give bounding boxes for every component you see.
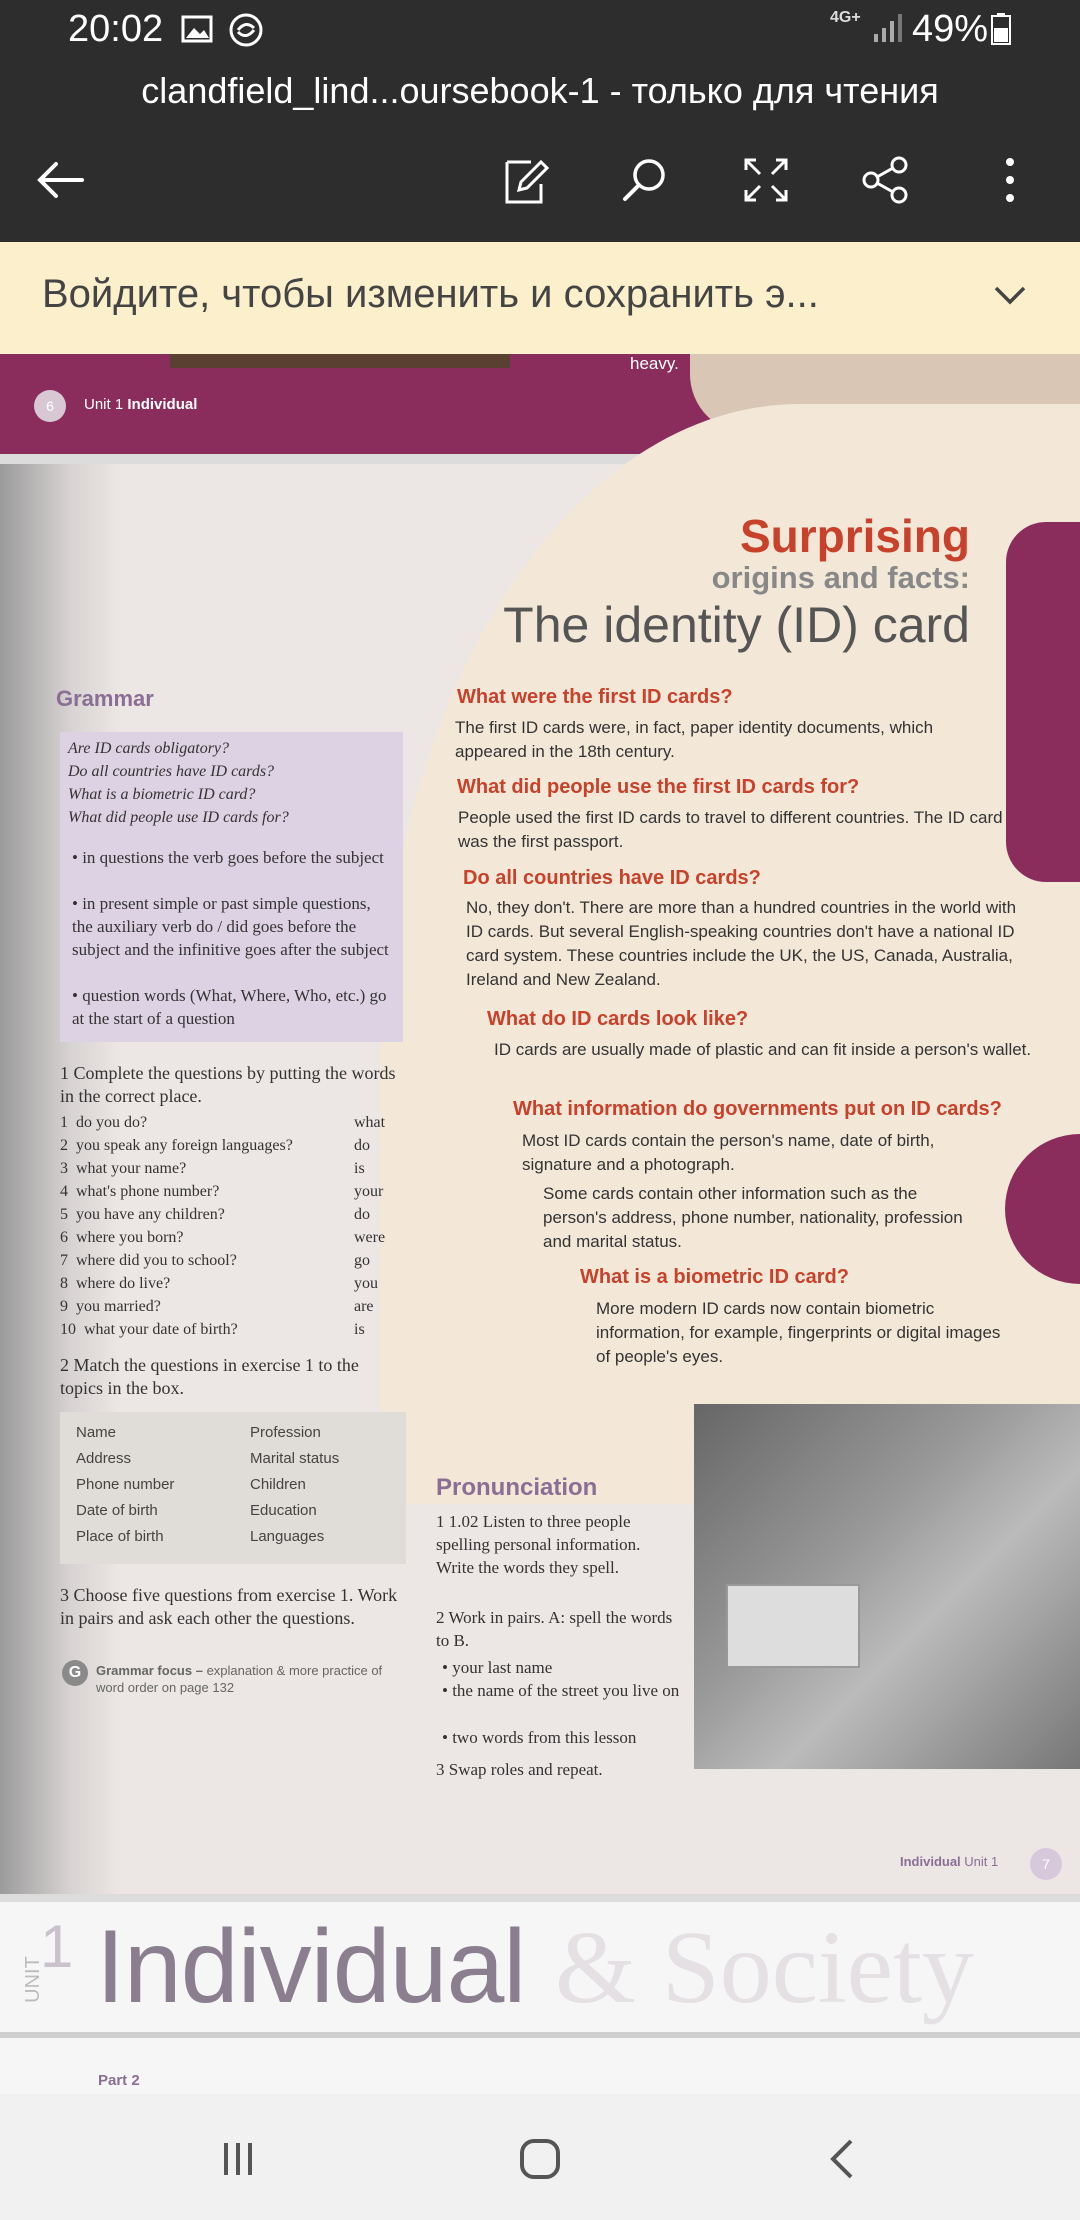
question-heading: What is a biometric ID card? (580, 1266, 849, 1288)
topic: Profession (250, 1424, 321, 1441)
page-number: 7 (1030, 1848, 1062, 1880)
share-icon (861, 155, 911, 205)
answer-text: More modern ID cards now contain biometric information, for example, fingerprints or digital images of people's eyes. (596, 1299, 1001, 1366)
unit-title: Individual (96, 1909, 526, 2025)
id-card-image (726, 1584, 860, 1668)
exercise-word: are (354, 1298, 374, 1315)
fullscreen-button[interactable] (736, 150, 796, 210)
answer-text: The first ID cards were, in fact, paper identity documents, which appeared in the 18th century. (455, 718, 934, 761)
grammar-focus-icon: G (62, 1660, 88, 1686)
previous-page-unit: Unit 1 Individual (84, 396, 198, 413)
answer-text: People used the first ID cards to travel to different countries. The ID card was the first passport. (458, 808, 1003, 851)
exercise-item: 3 what your name? (60, 1160, 187, 1177)
page-footer-unit: Individual Unit 1 (900, 1854, 999, 1869)
edit-button[interactable] (496, 150, 556, 210)
recent-apps-button[interactable] (208, 2134, 268, 2184)
exercise-word: were (354, 1229, 386, 1246)
exercise-item: 9 you married? (60, 1298, 161, 1315)
topic: Marital status (250, 1450, 340, 1467)
answer-text: No, they don't. There are more than a hundred countries in the world with ID cards. But several English-speaking countries don't have a national ID card system. These countries include the UK, the US, Canada, Australia, Ireland and New Zealand. (466, 898, 1017, 989)
previous-page-number: 6 (34, 390, 66, 422)
sign-in-banner[interactable] (0, 242, 1080, 354)
system-back-button[interactable] (812, 2134, 872, 2184)
grammar-rule: • question words (What, Where, Who, etc.) go at the start of a question (72, 986, 387, 1028)
answer-text-continued: Some cards contain other information such as the person's address, phone number, nationality, profession and marital status. (543, 1184, 963, 1251)
status-bar (0, 0, 1080, 60)
grammar-example: What did people use ID cards for? (68, 809, 289, 826)
topic: Children (250, 1476, 306, 1493)
previous-page-photo (170, 354, 510, 368)
pronunciation-heading: Pronunciation (436, 1474, 598, 1501)
exercise-word: do (354, 1137, 370, 1154)
back-button[interactable] (30, 150, 90, 210)
sign-in-banner-text: Войдите, чтобы изменить и сохранить э... (42, 272, 819, 316)
signal-icon (872, 12, 902, 49)
network-indicator: 4G+ (830, 9, 861, 26)
article-heading-1: Surprising (739, 510, 970, 562)
search-icon (619, 155, 669, 205)
sync-notification-icon (228, 12, 264, 53)
exercise-word: do (354, 1206, 370, 1223)
grammar-rule: • in present simple or past simple questions, the auxiliary verb do / did goes before the subject and the infinitive goes after the subject (72, 894, 389, 959)
exercise-1-instruction: 1 Complete the questions by putting the words in the correct place. (60, 1063, 396, 1106)
clock: 20:02 (68, 8, 164, 50)
pronunciation-bullet: • the name of the street you live on (442, 1681, 680, 1700)
exercise-word: your (354, 1183, 384, 1200)
more-icon (1000, 156, 1020, 204)
exercise-word: what (354, 1114, 386, 1131)
exercise-word: you (354, 1275, 378, 1292)
exercise-word: go (354, 1252, 370, 1269)
unit-number: 1 (40, 1913, 74, 1980)
grammar-heading: Grammar (56, 686, 154, 711)
exercise-item: 8 where do live? (60, 1275, 171, 1292)
pronunciation-item: 2 Work in pairs. A: spell the words to B. (436, 1608, 673, 1650)
document-viewer[interactable] (0, 354, 1080, 2094)
topic: Place of birth (76, 1528, 164, 1545)
divider (0, 2032, 1080, 2038)
gallery-notification-icon (180, 12, 214, 51)
exercise-word: is (354, 1160, 365, 1177)
exercise-item: 5 you have any children? (60, 1206, 225, 1223)
fullscreen-icon (742, 156, 790, 204)
back-icon (827, 2137, 857, 2181)
exercise-2-instruction: 2 Match the questions in exercise 1 to the topics in the box. (60, 1355, 359, 1398)
unit-title-faded: & Society (555, 1910, 974, 2025)
search-button[interactable] (614, 150, 674, 210)
pronunciation-bullet: • two words from this lesson (442, 1728, 637, 1747)
exercise-word: is (354, 1321, 365, 1338)
exercise-item: 1 do you do? (60, 1114, 148, 1131)
grammar-example: Are ID cards obligatory? (68, 740, 230, 757)
topic: Languages (250, 1528, 325, 1545)
article-heading-2: origins and facts: (711, 560, 970, 595)
more-options-button[interactable] (980, 150, 1040, 210)
back-arrow-icon (34, 160, 86, 200)
chevron-down-icon[interactable] (990, 280, 1030, 315)
topic: Address (76, 1450, 132, 1467)
share-button[interactable] (856, 150, 916, 210)
part-label: Part 2 (98, 2072, 140, 2089)
exercise-item: 4 what's phone number? (60, 1183, 220, 1200)
exercise-item: 10 what your date of birth? (60, 1321, 238, 1338)
grammar-example: Do all countries have ID cards? (68, 763, 275, 780)
question-heading: What do ID cards look like? (487, 1008, 749, 1030)
grammar-example: What is a biometric ID card? (68, 786, 256, 803)
exercise-3-instruction: 3 Choose five questions from exercise 1. Work in pairs and ask each other the questions. (60, 1585, 398, 1628)
system-navigation-bar (0, 2094, 1080, 2220)
exercise-item: 7 where did you to school? (60, 1252, 237, 1269)
answer-text: Most ID cards contain the person's name, date of birth, signature and a photograph. (522, 1131, 935, 1174)
pronunciation-item: 1 1.02 Listen to three people spelling personal information. Write the words they spell. (436, 1512, 641, 1577)
previous-page-caption: heavy. (630, 354, 679, 373)
pronunciation-item: 3 Swap roles and repeat. (436, 1760, 603, 1779)
grammar-rule: • in questions the verb goes before the subject (72, 848, 384, 867)
article-heading-3: The identity (ID) card (503, 597, 970, 653)
answer-text: ID cards are usually made of plastic and can fit inside a person's wallet. (494, 1040, 1032, 1059)
document-page (0, 464, 1080, 1894)
grammar-focus-note: Grammar focus – explanation & more practice of word order on page 132 (96, 1663, 383, 1695)
question-heading: What information do governments put on ID cards? (513, 1098, 1002, 1120)
topic: Name (76, 1424, 117, 1441)
next-page-strip (0, 1902, 1080, 2094)
question-heading: Do all countries have ID cards? (463, 867, 761, 889)
topics-box (60, 1412, 406, 1564)
home-icon (518, 2137, 562, 2181)
edit-icon (501, 154, 551, 206)
unit-vertical-label: UNIT (21, 1956, 44, 2003)
exercise-item: 6 where you born? (60, 1229, 184, 1246)
top-app-bar (0, 0, 1080, 242)
exercise-item: 2 you speak any foreign languages? (60, 1137, 293, 1154)
document-title: clandfield_lind...oursebook-1 - только для чтения (141, 70, 939, 111)
battery-percentage: 49% (912, 8, 989, 50)
battery-icon (990, 12, 1012, 51)
home-button[interactable] (510, 2134, 570, 2184)
question-heading: What did people use the first ID cards for? (457, 776, 860, 798)
topic: Phone number (76, 1476, 175, 1493)
topic: Date of birth (76, 1502, 158, 1519)
question-heading: What were the first ID cards? (457, 686, 733, 708)
recent-apps-icon (218, 2139, 258, 2179)
pronunciation-bullet: • your last name (442, 1658, 553, 1677)
topic: Education (250, 1502, 317, 1519)
